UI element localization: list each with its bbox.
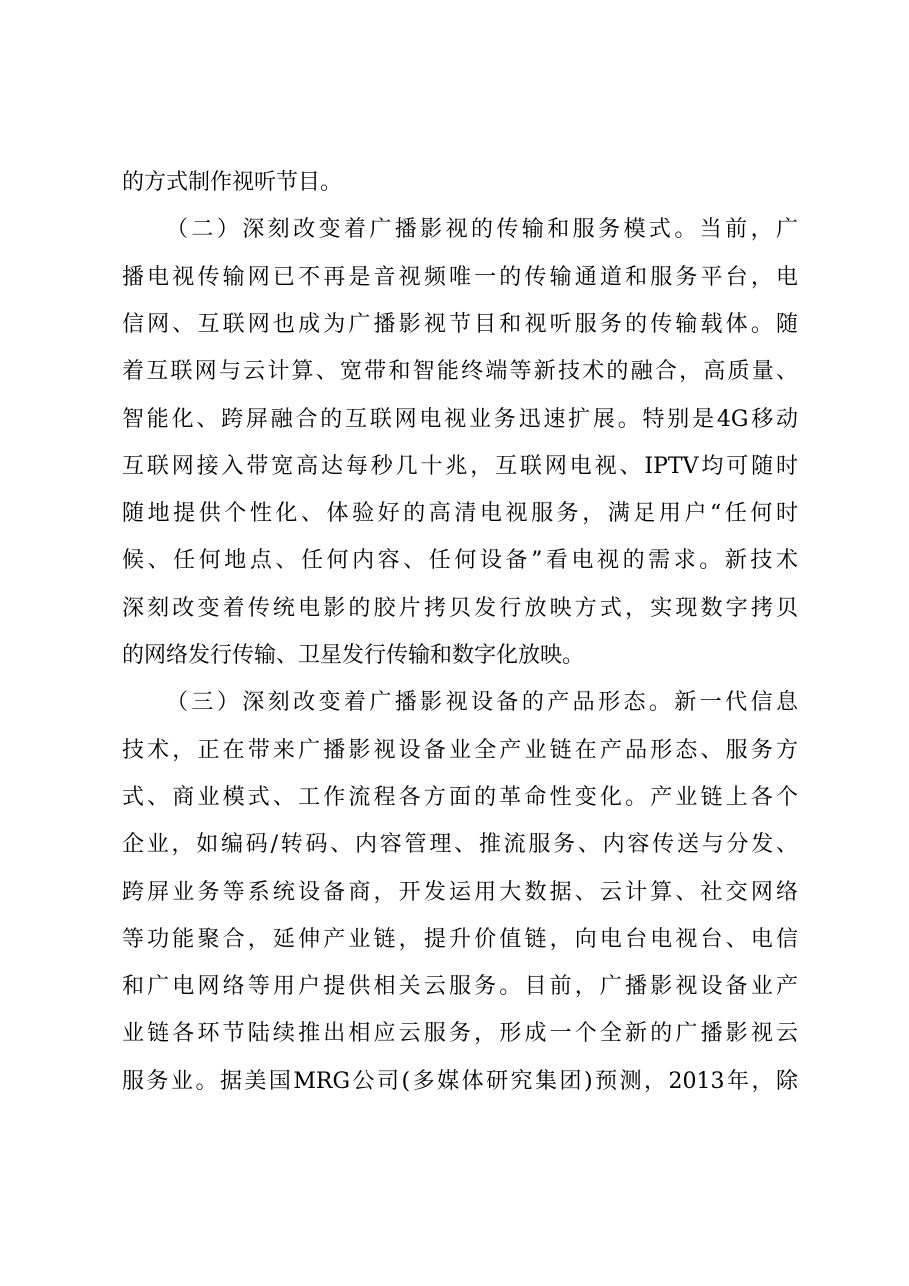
text-line: 业链各环节陆续推出相应云服务，形成一个全新的广播影视云 (122, 1021, 798, 1047)
text-line: （三）深刻改变着广播影视设备的产品形态。新一代信息 (166, 690, 798, 716)
text-line: 深刻改变着传统电影的胶片拷贝发行放映方式，实现数字拷贝 (122, 595, 798, 621)
text-line: 跨屏业务等系统设备商，开发运用大数据、云计算、社交网络 (122, 879, 798, 905)
text-line: （二）深刻改变着广播影视的传输和服务模式。当前，广 (166, 217, 798, 243)
text-line: 随地提供个性化、体验好的高清电视服务，满足用户“任何时 (122, 501, 798, 527)
text-line: 的方式制作视听节目。 (122, 170, 343, 195)
text-line: 互联网接入带宽高达每秒几十兆，互联网电视、IPTV均可随时 (122, 453, 798, 479)
text-line: 播电视传输网已不再是音视频唯一的传输通道和服务平台，电 (122, 264, 798, 290)
text-line: 候、任何地点、任何内容、任何设备”看电视的需求。新技术 (122, 548, 798, 574)
text-line: 等功能聚合，延伸产业链，提升价值链，向电台电视台、电信 (122, 926, 798, 952)
text-line: 企业，如编码/转码、内容管理、推流服务、内容传送与分发、 (122, 832, 798, 858)
text-line: 信网、互联网也成为广播影视节目和视听服务的传输载体。随 (122, 311, 798, 337)
text-line: 式、商业模式、工作流程各方面的革命性变化。产业链上各个 (122, 784, 798, 810)
text-line: 技术，正在带来广播影视设备业全产业链在产品形态、服务方 (122, 737, 798, 763)
text-line: 的网络发行传输、卫星发行传输和数字化放映。 (122, 643, 585, 668)
text-line: 服务业。据美国MRG公司(多媒体研究集团)预测，2013年，除 (122, 1068, 798, 1094)
text-line: 着互联网与云计算、宽带和智能终端等新技术的融合，高质量、 (122, 359, 798, 385)
text-line: 智能化、跨屏融合的互联网电视业务迅速扩展。特别是4G移动 (122, 406, 798, 432)
text-line: 和广电网络等用户提供相关云服务。目前，广播影视设备业产 (122, 974, 798, 1000)
